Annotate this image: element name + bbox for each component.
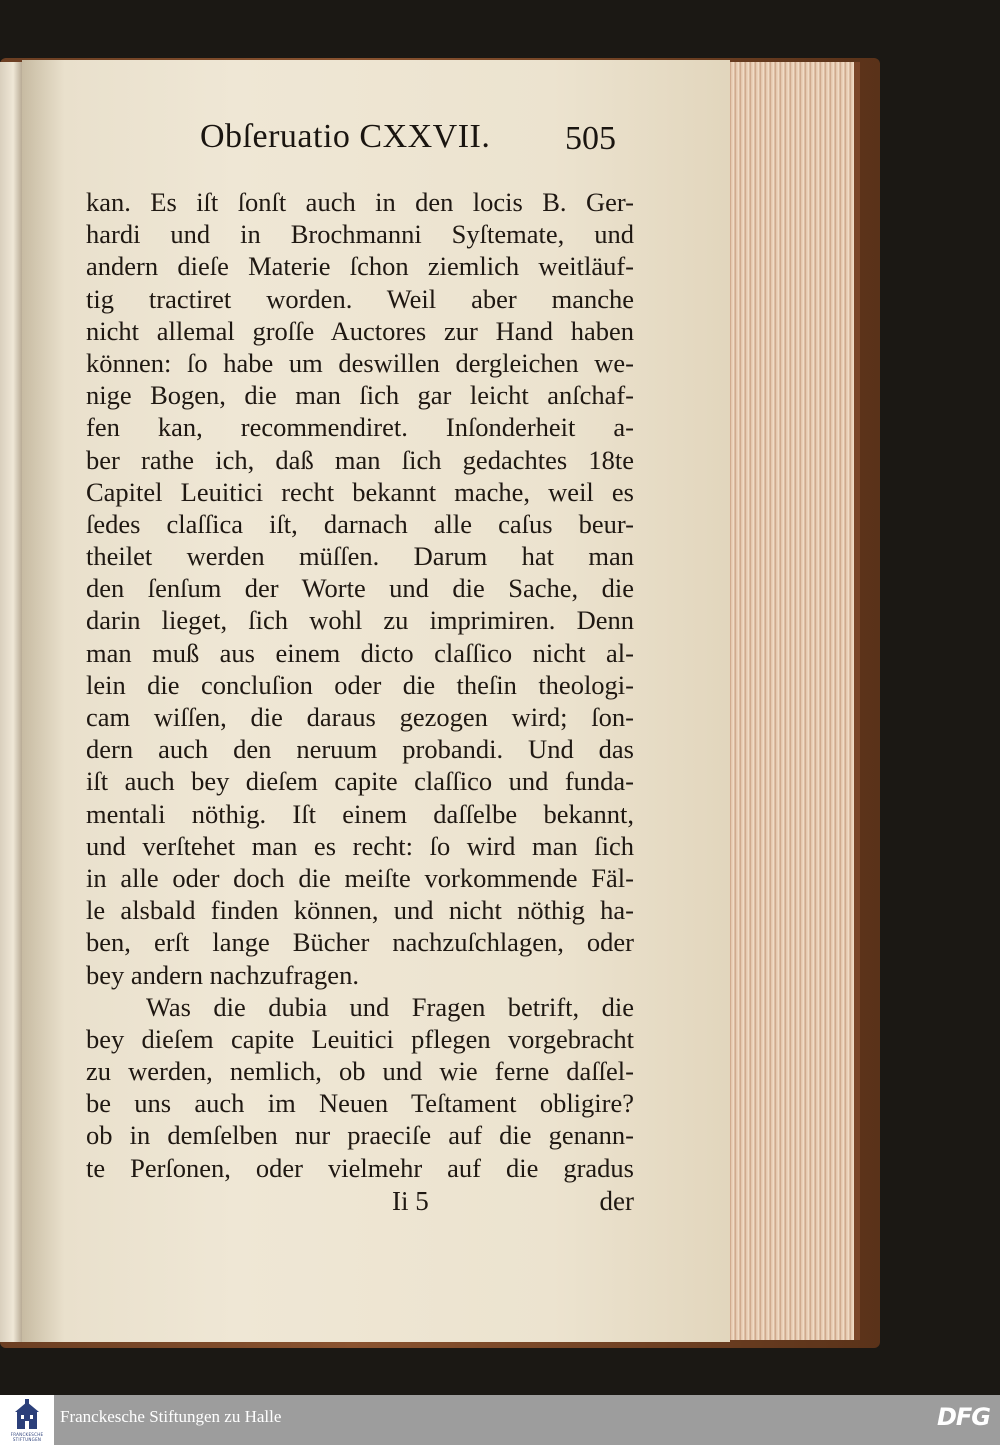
institution-logo[interactable] [0,1395,54,1445]
page-header [200,118,620,162]
text-line: bey andern nachzufragen. [86,959,359,990]
institution-name: Franckesche Stiftungen zu Halle [60,1407,282,1426]
text-line: man muß aus einem dicto claſſico nicht al- [86,637,634,668]
text-line: nige Bogen, die man ſich gar leicht anſchaf- [86,380,634,411]
text-line: bey dieſem capite Leuitici pflegen vorgebracht [86,1023,634,1054]
previous-page-edge [0,62,22,1342]
orphanage-building-icon [13,1399,41,1431]
text-line: te Perſonen, oder vielmehr auf die gradus [86,1152,634,1183]
text-line: theilet werden müſſen. Darum hat man [86,541,634,572]
text-line: ſedes claſſica iſt, darnach alle caſus beur- [86,508,634,539]
text-line: andern dieſe Materie ſchon ziemlich weitläuf- [86,251,634,282]
body-text [86,186,634,1184]
text-line: be uns auch im Neuen Teſtament obligire? [86,1088,634,1119]
running-title: Obſeruatio CXXVII. [200,118,491,155]
text-line: lein die concluſion oder die theſin theologi- [86,669,634,700]
text-line: ob in demſelben nur praeciſe auf die genann- [86,1120,634,1151]
text-line: kan. Es iſt ſonſt auch in den locis B. Ger- [86,187,634,217]
text-line: zu werden, nemlich, ob und wie ferne daſſel- [86,1056,634,1087]
text-line: den ſenſum der Worte und die Sache, die [86,573,634,604]
text-line: iſt auch bey dieſem capite claſſico und funda- [86,766,634,797]
page-footer [86,1186,634,1222]
text-line: können: ſo habe um deswillen dergleichen we- [86,347,634,378]
viewer-footer-bar [0,1395,1000,1445]
text-line: le alsbald finden können, und nicht nöthig ha- [86,895,634,926]
text-line: tig tractiret worden. Weil aber manche [86,283,634,314]
text-line: dern auch den neruum probandi. Und das [86,734,634,765]
text-line: Was die dubia und Fragen betrift, die [146,991,634,1022]
signature-mark: Ii 5 [392,1186,429,1216]
page-number: 505 [565,120,616,157]
catchword: der [599,1186,634,1216]
text-line: ber rathe ich, daß man ſich gedachtes 18te [86,444,634,475]
text-line: Capitel Leuitici recht bekannt mache, weil es [86,476,634,507]
text-line: nicht allemal groſſe Auctores zur Hand haben [86,315,634,346]
text-line: mentali nöthig. Iſt einem daſſelbe bekannt, [86,798,634,829]
text-line: und verſtehet man es recht: ſo wird man ſich [86,830,634,861]
text-line: ben, erſt lange Bücher nachzuſchlagen, oder [86,927,634,958]
text-line: hardi und in Brochmanni Syſtemate, und [86,219,634,250]
text-line: in alle oder doch die meiſte vorkommende Fäl- [86,862,634,893]
text-line: cam wiſſen, die daraus gezogen wird; ſon- [86,702,634,732]
logo-text: FRANCKESCHE STIFTUNGEN [10,1432,44,1442]
text-line: darin lieget, ſich wohl zu imprimiren. Denn [86,605,634,636]
text-line: fen kan, recommendiret. Inſonderheit a- [86,412,634,443]
dfg-logo[interactable]: DFG [936,1403,990,1431]
page-block-edges [722,62,860,1340]
